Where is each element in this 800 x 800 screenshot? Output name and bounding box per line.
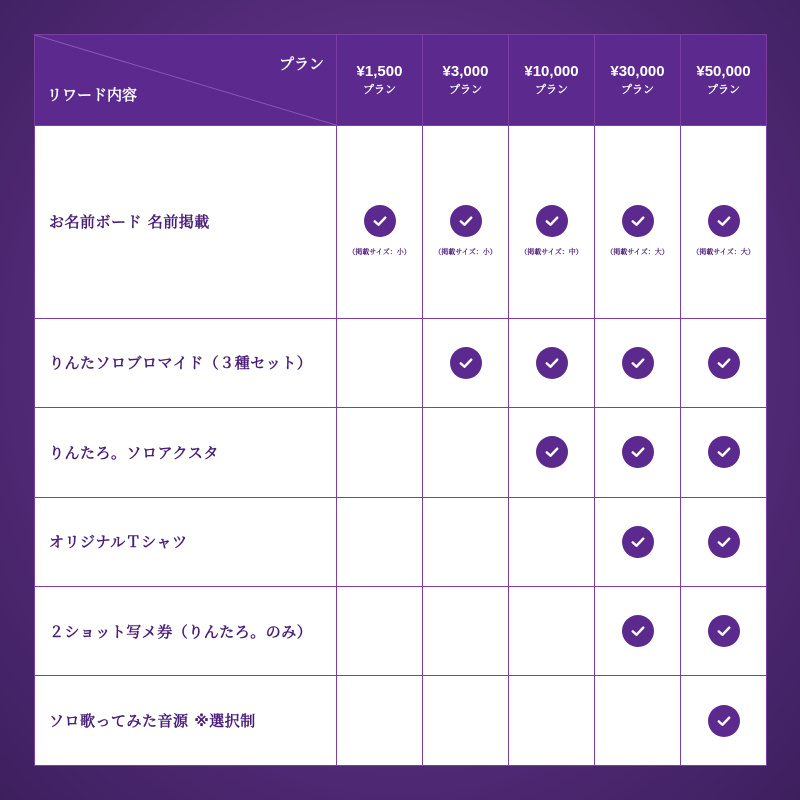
plan-cell: [509, 408, 595, 497]
plan-cell: [423, 408, 509, 497]
reward-plan-table: [34, 34, 767, 766]
size-note: （掲載サイズ：大）: [692, 247, 755, 256]
cell-content: [681, 436, 766, 468]
plan-suffix: プラン: [535, 83, 568, 96]
plan-cell: [423, 497, 509, 586]
reward-axis-label: リワード内容: [47, 86, 138, 104]
plan-cell: [423, 586, 509, 675]
table-row: [35, 126, 767, 319]
check-circle-icon: [622, 526, 654, 558]
cell-content: [681, 347, 766, 379]
check-circle-icon: [708, 705, 740, 737]
plan-cell: [337, 408, 423, 497]
plan-cell: [681, 126, 767, 319]
plan-cell: [509, 586, 595, 675]
cell-content: [595, 526, 680, 558]
plan-cell: [595, 497, 681, 586]
cell-content: [681, 187, 766, 257]
table-row: [35, 408, 767, 497]
plan-suffix: プラン: [707, 83, 740, 96]
corner-diagonal-line: [35, 35, 336, 125]
reward-table-container: [34, 34, 766, 766]
plan-cell: [595, 408, 681, 497]
reward-name-cell: オリジナルＴシャツ: [35, 497, 337, 586]
check-circle-icon: [364, 205, 396, 237]
plan-cell: [509, 318, 595, 407]
cell-content: [681, 705, 766, 737]
check-circle-icon: [622, 436, 654, 468]
size-note: （掲載サイズ：小）: [434, 247, 497, 256]
plan-cell: [337, 497, 423, 586]
reward-name-cell: りんたソロブロマイド（３種セット）: [35, 318, 337, 407]
plan-header-1500: [337, 35, 423, 126]
check-circle-icon: [536, 347, 568, 379]
plan-header-3000: [423, 35, 509, 126]
plan-cell: [681, 408, 767, 497]
cell-content: [595, 347, 680, 379]
check-circle-icon: [450, 205, 482, 237]
table-row: [35, 318, 767, 407]
size-note: （掲載サイズ：小）: [348, 247, 411, 256]
plan-cell: [681, 318, 767, 407]
plan-header-10000: [509, 35, 595, 126]
check-circle-icon: [708, 615, 740, 647]
check-circle-icon: [708, 526, 740, 558]
plan-cell: [337, 126, 423, 319]
check-circle-icon: [708, 347, 740, 379]
plan-cell: [423, 318, 509, 407]
plan-cell: [423, 126, 509, 319]
plan-header-30000: [595, 35, 681, 126]
cell-content: [509, 347, 594, 379]
cell-content: [681, 526, 766, 558]
plan-cell: [423, 676, 509, 766]
check-circle-icon: [536, 205, 568, 237]
plan-price: ¥10,000: [524, 63, 579, 80]
plan-price: ¥30,000: [610, 63, 665, 80]
reward-name-cell: りんたろ。ソロアクスタ: [35, 408, 337, 497]
plan-header-50000: [681, 35, 767, 126]
plan-cell: [595, 676, 681, 766]
plan-cell: [509, 497, 595, 586]
cell-content: [509, 187, 594, 257]
plan-cell: [509, 676, 595, 766]
plan-cell: [509, 126, 595, 319]
table-body: [35, 126, 767, 766]
cell-content: [509, 436, 594, 468]
cell-content: [595, 436, 680, 468]
plan-suffix: プラン: [621, 83, 654, 96]
plan-cell: [681, 676, 767, 766]
plan-price: ¥3,000: [442, 63, 489, 80]
table-row: [35, 586, 767, 675]
check-circle-icon: [622, 347, 654, 379]
check-circle-icon: [622, 615, 654, 647]
plan-suffix: プラン: [363, 83, 396, 96]
check-circle-icon: [708, 205, 740, 237]
check-circle-icon: [536, 436, 568, 468]
plan-cell: [595, 318, 681, 407]
reward-name-cell: お名前ボード 名前掲載: [35, 126, 337, 319]
cell-content: [337, 187, 422, 257]
reward-name-cell: ２ショット写メ券（りんたろ。のみ）: [35, 586, 337, 675]
plan-price: ¥50,000: [696, 63, 751, 80]
check-circle-icon: [450, 347, 482, 379]
plan-cell: [681, 497, 767, 586]
plan-cell: [337, 586, 423, 675]
size-note: （掲載サイズ：大）: [606, 247, 669, 256]
plan-price: ¥1,500: [356, 63, 403, 80]
cell-content: [595, 615, 680, 647]
plan-axis-label: プラン: [278, 55, 324, 73]
plan-suffix: プラン: [449, 83, 482, 96]
plan-cell: [337, 676, 423, 766]
cell-content: [423, 187, 508, 257]
table-row: [35, 676, 767, 766]
reward-name-cell: ソロ歌ってみた音源 ※選択制: [35, 676, 337, 766]
check-circle-icon: [708, 436, 740, 468]
corner-header-cell: [35, 35, 337, 126]
plan-cell: [337, 318, 423, 407]
plan-cell: [681, 586, 767, 675]
header-row: [35, 35, 767, 126]
plan-cell: [595, 126, 681, 319]
cell-content: [423, 347, 508, 379]
cell-content: [595, 187, 680, 257]
plan-cell: [595, 586, 681, 675]
size-note: （掲載サイズ：中）: [520, 247, 583, 256]
table-row: [35, 497, 767, 586]
cell-content: [681, 615, 766, 647]
check-circle-icon: [622, 205, 654, 237]
